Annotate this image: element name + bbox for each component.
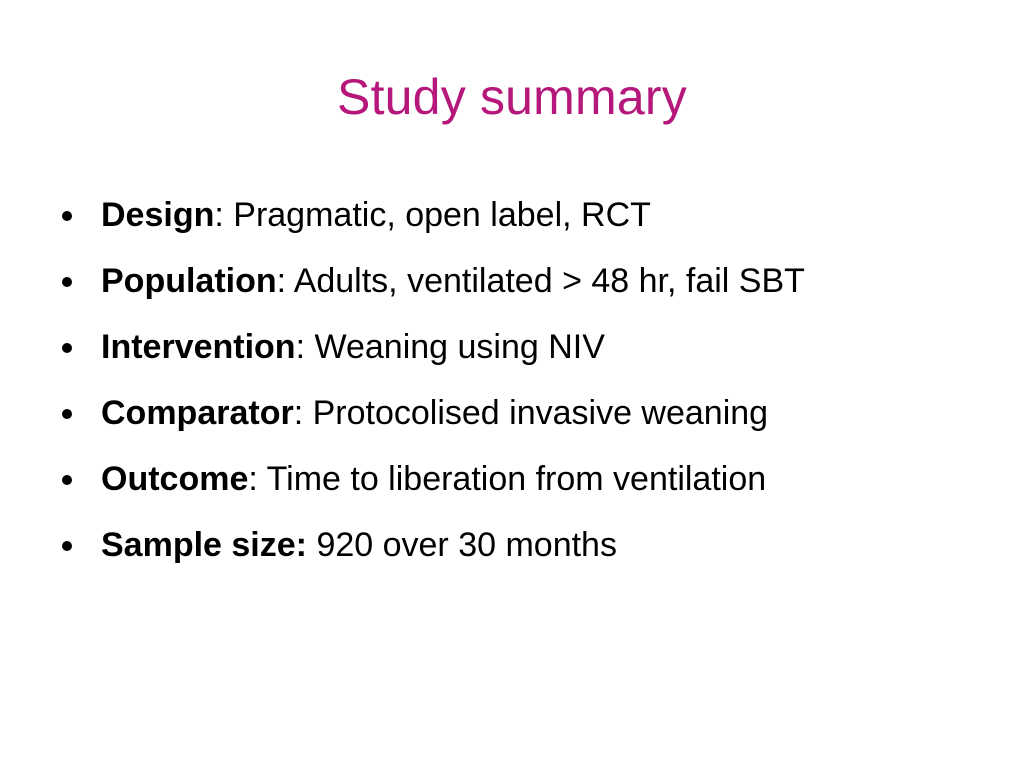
bullet-item-outcome bbox=[62, 446, 1002, 512]
bullet-dot-icon bbox=[62, 211, 72, 221]
bullet-text bbox=[101, 314, 605, 380]
bullet-item-intervention bbox=[62, 314, 1002, 380]
bullet-label: Comparator bbox=[101, 394, 294, 432]
bullet-text bbox=[101, 182, 651, 248]
bullet-value: Protocolised invasive weaning bbox=[312, 394, 769, 432]
bullet-dot-icon bbox=[62, 343, 72, 353]
slide-title: Study summary bbox=[337, 69, 687, 125]
bullet-separator: : bbox=[276, 262, 294, 300]
bullet-text bbox=[101, 446, 766, 512]
bullet-item-population bbox=[62, 248, 1002, 314]
bullet-label: Sample size: bbox=[101, 526, 307, 564]
bullet-dot-icon bbox=[62, 277, 72, 287]
bullet-item-design bbox=[62, 182, 1002, 248]
bullet-dot-icon bbox=[62, 541, 72, 551]
bullet-value: Weaning using NIV bbox=[314, 328, 605, 366]
bullet-separator: : bbox=[295, 328, 315, 366]
bullet-value: Adults, ventilated > 48 hr, fail SBT bbox=[293, 262, 805, 300]
bullet-dot-icon bbox=[62, 475, 72, 485]
bullet-separator: : bbox=[248, 460, 267, 498]
bullet-list bbox=[62, 182, 1002, 578]
bullet-separator: : bbox=[214, 196, 234, 234]
bullet-text bbox=[101, 380, 768, 446]
bullet-item-comparator bbox=[62, 380, 1002, 446]
bullet-label: Intervention bbox=[101, 328, 296, 366]
bullet-text bbox=[101, 248, 805, 314]
bullet-label: Outcome bbox=[101, 460, 249, 498]
bullet-dot-icon bbox=[62, 409, 72, 419]
bullet-text bbox=[101, 512, 617, 578]
bullet-value: Pragmatic, open label, RCT bbox=[233, 196, 651, 234]
bullet-label: Design bbox=[101, 196, 215, 234]
bullet-label: Population bbox=[101, 262, 277, 300]
bullet-item-sample-size bbox=[62, 512, 1002, 578]
bullet-value: Time to liberation from ventilation bbox=[266, 460, 767, 498]
bullet-separator: : bbox=[293, 394, 313, 432]
bullet-value: 920 over 30 months bbox=[316, 526, 617, 564]
